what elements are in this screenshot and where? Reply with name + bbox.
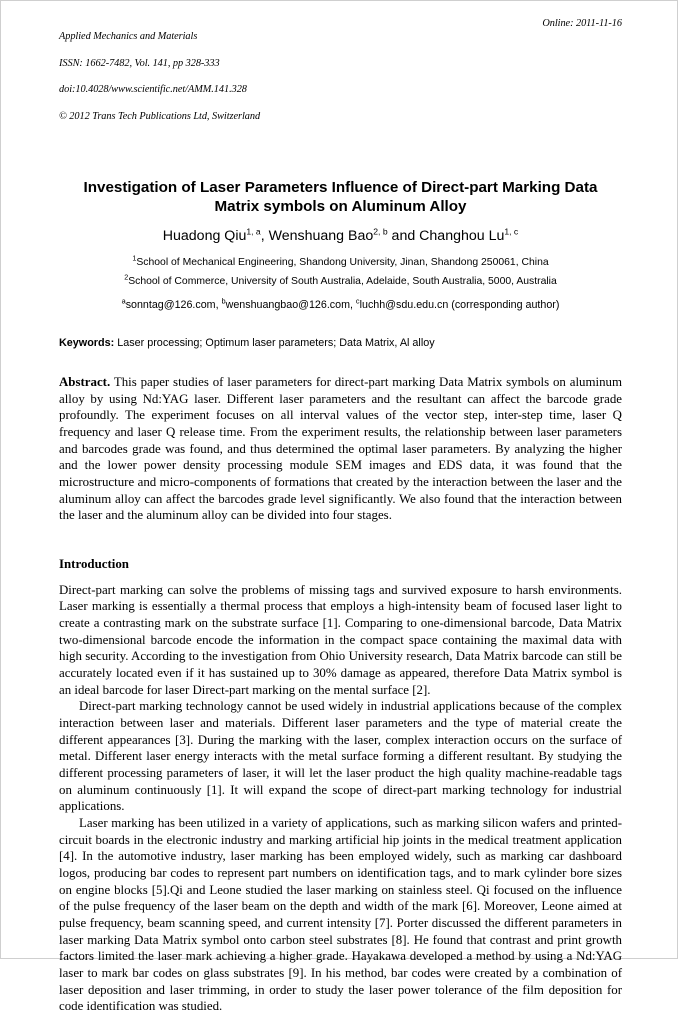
abstract-label: Abstract. bbox=[59, 375, 111, 390]
section-heading-introduction: Introduction bbox=[59, 557, 129, 572]
email-address: luchh@sdu.edu.cn (corresponding author) bbox=[359, 299, 560, 312]
author-affiliation-marker: 1, a bbox=[246, 226, 261, 237]
author-entry bbox=[269, 228, 420, 244]
author-entry bbox=[419, 228, 518, 244]
email-list bbox=[59, 296, 622, 312]
author-affiliation-marker: 2, b bbox=[373, 226, 388, 237]
affiliation-text: School of Commerce, University of South Australia, Adelaide, South Australia, 5000, Australia bbox=[128, 275, 557, 287]
running-header bbox=[59, 17, 622, 137]
abstract-paragraph bbox=[59, 374, 622, 524]
affiliation-item bbox=[59, 254, 622, 269]
author-entry bbox=[163, 228, 269, 244]
author-separator: , bbox=[260, 228, 269, 245]
affiliation-marker: 1 bbox=[132, 254, 137, 263]
email-marker: a bbox=[121, 296, 126, 306]
copyright-line: © 2012 Trans Tech Publications Ltd, Switzerland bbox=[59, 110, 261, 122]
keywords-line bbox=[59, 337, 622, 350]
doi-line: doi:10.4028/www.scientific.net/AMM.141.328 bbox=[59, 84, 247, 96]
publication-info bbox=[59, 17, 260, 137]
author-name: Huadong Qiu bbox=[162, 228, 247, 245]
author-name: Changhou Lu bbox=[419, 228, 505, 245]
email-address: wenshuangbao@126.com, bbox=[225, 299, 356, 312]
affiliation-item bbox=[59, 272, 622, 287]
email-address: sonntag@126.com, bbox=[125, 299, 222, 312]
affiliation-marker: 2 bbox=[124, 272, 129, 282]
intro-paragraph-3: Laser marking has been utilized in a variety of applications, such as marking silicon wafers and printed-circuit boards in the electronic industry and marking artificial hip joints in the medical treatment application [4]. In the automotive industry, laser marking has been employed widely, such as marking car dashboard logos, producing bar codes to represent part numbers on identification tags, and to mark cylinder bore sizes on engine blocks [5].Qi and Leone studied the laser marking on stainless steel. Qi focused on the influence of the pulse frequency of the laser beam on the depth and width of the mark [6]. Moreover, Leone aimed at pulse frequency, beam scanning speed, and current intensity [7]. Porter discussed the different parameters in laser marking Data Matrix symbol onto carbon steel substrates [8]. He found that contrast and print growth factors limited the laser mark achieving a higher grade. Hayakawa developed a method by using a Nd:YAG laser to mark bar codes on glass substrates [9]. In his method, bar codes were created by a combination of laser deposition and laser trimming, in order to study the laser power tolerance of the film deposition for code identification was studied. bbox=[59, 816, 622, 1014]
intro-paragraph-1: Direct-part marking can solve the problems of missing tags and survived exposure to harsh environments. Laser marking is essentially a thermal process that employs a high-intensity beam of focused laser light to create a contrasting mark on the substrate surface [1]. Comparing to one-dimensional barcode, Data Matrix two-dimensional barcode encode the information in the compact space containing the maximal data with high security. According to the investigation from Ohio University research, Data Matrix barcode can still be accurately located even if it has sustained up to 30% damage as appeared, therefore Data Matrix symbol is an ideal barcode for laser Direct-part marking on the mental surface [2]. bbox=[59, 582, 622, 697]
affiliation-text: School of Mechanical Engineering, Shandong University, Jinan, Shandong 250061, China bbox=[136, 257, 549, 269]
author-affiliation-marker: 1, c bbox=[504, 226, 519, 237]
keywords-text: Laser processing; Optimum laser parameters; Data Matrix, Al alloy bbox=[114, 337, 435, 350]
intro-paragraph-2: Direct-part marking technology cannot be used widely in industrial applications because of the complex interaction between laser and materials. Different laser parameters and the type of material create the different appearances [3]. During the marking with the laser, complex interaction occurs on the surface of metal. Different laser energy interacts with the metal surface forming a different resultant. By studying the different processing parameters of laser, it will let the laser product the high quality machine-readable tags on aluminum continuously [1]. It will expand the scope of direct-part marking technology for industrial applications. bbox=[59, 699, 622, 814]
keywords-label: Keywords: bbox=[59, 337, 115, 350]
author-separator: and bbox=[387, 228, 420, 245]
email-marker: b bbox=[221, 296, 226, 306]
abstract-text: This paper studies of laser parameters for direct-part marking Data Matrix symbols on aluminum alloy by using Nd:YAG laser. Different laser parameters and the resultant can affect the barcode grade profoundly. The experiment focuses on all interval values of the vector step, inter-step time, laser Q frequency and laser Q release time. From the experiment results, the relationship between laser parameters and barcodes grade was found, and thus determined the optimal laser parameters. By analyzing the higher and the lower power density processing module SEM images and EDS data, it was found that the microstructure and micro-components of formations that created by the interaction between the laser and the aluminum alloy can affect the barcodes grade level significantly. We also found that the interaction between the laser and the aluminum alloy can be divided into four stages. bbox=[59, 375, 622, 523]
email-marker: c bbox=[355, 296, 360, 306]
online-date: Online: 2011-11-16 bbox=[542, 18, 622, 29]
journal-name: Applied Mechanics and Materials bbox=[59, 31, 198, 43]
author-list bbox=[59, 228, 622, 245]
author-name: Wenshuang Bao bbox=[268, 228, 374, 245]
issn-line: ISSN: 1662-7482, Vol. 141, pp 328-333 bbox=[59, 57, 220, 69]
page-title: Investigation of Laser Parameters Influence of Direct-part Marking Data Matrix symbols on Aluminum Alloy bbox=[83, 178, 598, 215]
affiliation-list bbox=[59, 254, 622, 287]
